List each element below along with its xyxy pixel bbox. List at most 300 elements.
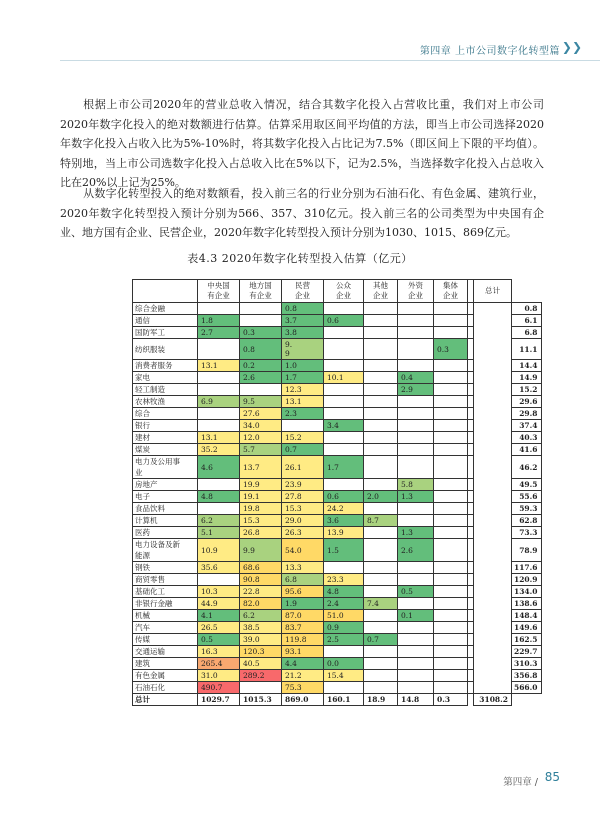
table-cell: [364, 586, 398, 598]
column-header: 外资 企业: [398, 280, 434, 303]
table-cell: 23.3: [324, 574, 364, 586]
table-cell: 1.7: [282, 372, 324, 384]
table-cell: 119.8: [282, 634, 324, 646]
table-cell: 19.1: [240, 491, 282, 503]
paragraph-2: 从数字化转型投入的绝对数额看，投入前三名的行业分别为石油石化、有色金属、建筑行业，2020年数字化转型投入预计分别为566、357、310亿元。投入前三名的公司类型为中央国有企业、地方国有企业、民营企业，2020年数字化转型投入预计分别为1030、1015、869亿元。: [60, 187, 544, 239]
column-gap: [474, 682, 512, 694]
running-header: [60, 38, 600, 61]
table-cell: 3.7: [282, 315, 324, 327]
column-gap: [474, 396, 512, 408]
column-header: 民营 企业: [282, 280, 324, 303]
table-cell: [434, 646, 468, 658]
table-cell: [398, 598, 434, 610]
table-row: [133, 396, 542, 408]
table-cell: 44.9: [198, 598, 240, 610]
table-row: [133, 670, 542, 682]
table-row: [133, 586, 542, 598]
row-total: 138.6: [512, 598, 542, 610]
table-cell: 13.1: [198, 432, 240, 444]
table-cell: 0.6: [324, 491, 364, 503]
table-cell: [434, 327, 468, 339]
row-label: 建材: [133, 432, 198, 444]
table-cell: 8.7: [364, 515, 398, 527]
table-row: [133, 327, 542, 339]
column-gap: [474, 432, 512, 444]
table-cell: 0.7: [282, 444, 324, 456]
table-cell: 4.8: [324, 586, 364, 598]
table-row: [133, 622, 542, 634]
table-cell: [364, 408, 398, 420]
table-cell: 6.8: [282, 574, 324, 586]
column-gap: [474, 491, 512, 503]
table-cell: 15.4: [324, 670, 364, 682]
row-label: 房地产: [133, 479, 198, 491]
table-row: [133, 634, 542, 646]
table-cell: 26.8: [240, 527, 282, 539]
table-cell: [398, 646, 434, 658]
table-cell: 6.2: [240, 610, 282, 622]
table-cell: [364, 479, 398, 491]
table-cell: [198, 479, 240, 491]
table-cell: [364, 646, 398, 658]
table-cell: [434, 634, 468, 646]
table-cell: [364, 327, 398, 339]
table-cell: 87.0: [282, 610, 324, 622]
column-gap: [474, 360, 512, 372]
column-gap: [474, 315, 512, 327]
row-total: 40.3: [512, 432, 542, 444]
table-cell: 68.6: [240, 562, 282, 574]
table-cell: [364, 384, 398, 396]
table-cell: [434, 586, 468, 598]
table-cell: 0.3: [240, 327, 282, 339]
column-gap: [474, 539, 512, 562]
row-label: 计算机: [133, 515, 198, 527]
table-cell: [324, 432, 364, 444]
table-cell: [434, 456, 468, 479]
table-cell: 15.3: [240, 515, 282, 527]
table-cell: 0.3: [434, 694, 468, 706]
table-cell: [198, 408, 240, 420]
table-cell: 12.0: [240, 432, 282, 444]
table-cell: 21.2: [282, 670, 324, 682]
column-gap: [474, 646, 512, 658]
table-cell: [434, 432, 468, 444]
table-cell: 1029.7: [198, 694, 240, 706]
table-cell: 0.0: [324, 658, 364, 670]
table-cell: 6.2: [198, 515, 240, 527]
table-cell: [324, 408, 364, 420]
table-cell: [364, 539, 398, 562]
table-cell: 83.7: [282, 622, 324, 634]
table-cell: [398, 503, 434, 515]
table-cell: 5.7: [240, 444, 282, 456]
row-total: 46.2: [512, 456, 542, 479]
table-cell: 4.1: [198, 610, 240, 622]
row-label: 通信: [133, 315, 198, 327]
table-cell: 12.3: [282, 384, 324, 396]
table-cell: 2.7: [198, 327, 240, 339]
column-gap: [474, 527, 512, 539]
table-cell: [198, 303, 240, 315]
column-gap: [474, 479, 512, 491]
table-cell: 2.0: [364, 491, 398, 503]
table-cell: 4.4: [282, 658, 324, 670]
table-cell: 0.2: [240, 360, 282, 372]
table-cell: [434, 444, 468, 456]
row-label: 综合金融: [133, 303, 198, 315]
investment-table: [132, 279, 542, 706]
table-cell: 35.6: [198, 562, 240, 574]
table-row: [133, 658, 542, 670]
table-cell: 27.8: [282, 491, 324, 503]
row-total: 134.0: [512, 586, 542, 598]
table-row: [133, 574, 542, 586]
table-cell: 7.4: [364, 598, 398, 610]
table-cell: 0.3: [434, 339, 468, 360]
table-cell: [398, 682, 434, 694]
table-cell: 2.6: [240, 372, 282, 384]
table-cell: [398, 444, 434, 456]
table-cell: 16.3: [198, 646, 240, 658]
row-total: 120.9: [512, 574, 542, 586]
table-cell: 2.9: [398, 384, 434, 396]
column-gap: [474, 574, 512, 586]
table-cell: 3.8: [282, 327, 324, 339]
row-label: 消费者服务: [133, 360, 198, 372]
column-header: 总计: [474, 280, 512, 303]
table-cell: [398, 456, 434, 479]
table-cell: [398, 396, 434, 408]
table-cell: 0.8: [282, 303, 324, 315]
table-cell: [398, 327, 434, 339]
table-cell: [434, 610, 468, 622]
table-cell: 0.6: [324, 315, 364, 327]
column-gap: [474, 586, 512, 598]
table-cell: [364, 622, 398, 634]
table-cell: [398, 658, 434, 670]
table-header-row: [133, 280, 542, 303]
row-total: 37.4: [512, 420, 542, 432]
table-cell: [398, 574, 434, 586]
table-cell: 27.6: [240, 408, 282, 420]
row-label: 交通运输: [133, 646, 198, 658]
table-cell: 75.3: [282, 682, 324, 694]
table-cell: 31.0: [198, 670, 240, 682]
row-label: 银行: [133, 420, 198, 432]
table-row: [133, 456, 542, 479]
column-gap: [474, 562, 512, 574]
column-header: 地方国 有企业: [240, 280, 282, 303]
table-cell: 490.7: [198, 682, 240, 694]
column-gap: [474, 444, 512, 456]
table-cell: [324, 384, 364, 396]
table-cell: 2.5: [324, 634, 364, 646]
table-cell: 93.1: [282, 646, 324, 658]
table-cell: 40.5: [240, 658, 282, 670]
table-cell: [364, 670, 398, 682]
table-cell: 51.0: [324, 610, 364, 622]
row-total: 11.1: [512, 339, 542, 360]
table-cell: [434, 527, 468, 539]
table-cell: [198, 372, 240, 384]
row-label: 电力及公用事 业: [133, 456, 198, 479]
table-cell: [324, 327, 364, 339]
row-total: 14.4: [512, 360, 542, 372]
table-cell: [364, 303, 398, 315]
row-label: 汽车: [133, 622, 198, 634]
table-cell: [364, 682, 398, 694]
table-cell: 5.1: [198, 527, 240, 539]
table-cell: [198, 384, 240, 396]
table-row: [133, 646, 542, 658]
table-cell: [398, 562, 434, 574]
row-total: 59.3: [512, 503, 542, 515]
row-total: 566.0: [512, 682, 542, 694]
table-cell: 1.5: [324, 539, 364, 562]
table-cell: 13.7: [240, 456, 282, 479]
column-header: 集体 企业: [434, 280, 468, 303]
column-header: 其他 企业: [364, 280, 398, 303]
table-row: [133, 384, 542, 396]
table-cell: 10.9: [198, 539, 240, 562]
column-gap: [474, 515, 512, 527]
table-cell: [434, 479, 468, 491]
table-cell: 265.4: [198, 658, 240, 670]
table-cell: [240, 315, 282, 327]
table-cell: 26.5: [198, 622, 240, 634]
table-cell: 0.9: [324, 622, 364, 634]
table-row: [133, 610, 542, 622]
table-cell: [434, 622, 468, 634]
table-cell: [434, 408, 468, 420]
table-row: [133, 315, 542, 327]
column-gap: [474, 658, 512, 670]
table-cell: [398, 515, 434, 527]
table-cell: 120.3: [240, 646, 282, 658]
column-gap: [474, 622, 512, 634]
table-cell: 9.5: [240, 396, 282, 408]
table-cell: 0.7: [364, 634, 398, 646]
table-cell: 5.8: [398, 479, 434, 491]
table-cell: 26.1: [282, 456, 324, 479]
table-cell: 13.9: [324, 527, 364, 539]
table-cell: 2.3: [282, 408, 324, 420]
row-label: 机械: [133, 610, 198, 622]
row-label: 总计: [133, 694, 198, 706]
table-cell: 19.9: [240, 479, 282, 491]
row-label: 国防军工: [133, 327, 198, 339]
table-caption: 表4.3 2020年数字化转型投入估算（亿元）: [187, 252, 413, 265]
row-label: 电力设备及新 能源: [133, 539, 198, 562]
table-cell: 869.0: [282, 694, 324, 706]
table-cell: 54.0: [282, 539, 324, 562]
column-gap: [474, 610, 512, 622]
table-cell: [434, 372, 468, 384]
table-cell: 4.6: [198, 456, 240, 479]
row-total: 78.9: [512, 539, 542, 562]
table-cell: [324, 396, 364, 408]
table-cell: [398, 360, 434, 372]
row-label: 电子: [133, 491, 198, 503]
column-gap: [474, 456, 512, 479]
table-cell: 22.8: [240, 586, 282, 598]
table-row: [133, 527, 542, 539]
table-cell: [398, 670, 434, 682]
table-cell: 2.4: [324, 598, 364, 610]
row-label: 基础化工: [133, 586, 198, 598]
table-cell: 1015.3: [240, 694, 282, 706]
table-cell: [364, 444, 398, 456]
table-cell: 289.2: [240, 670, 282, 682]
table-cell: 10.3: [198, 586, 240, 598]
table-cell: [398, 339, 434, 360]
row-label: 建筑: [133, 658, 198, 670]
table-cell: 2.6: [398, 539, 434, 562]
row-total: 62.8: [512, 515, 542, 527]
table-cell: [240, 384, 282, 396]
table-row: [133, 432, 542, 444]
row-total: 117.6: [512, 562, 542, 574]
table-row: [133, 479, 542, 491]
table-cell: [198, 574, 240, 586]
table-row: [133, 360, 542, 372]
column-header: 中央国 有企业: [198, 280, 240, 303]
table-cell: [240, 682, 282, 694]
column-gap: [474, 503, 512, 515]
table-cell: [364, 658, 398, 670]
table-cell: [434, 539, 468, 562]
table-cell: [364, 360, 398, 372]
table-row: [133, 491, 542, 503]
table-cell: [398, 622, 434, 634]
table-cell: 13.3: [282, 562, 324, 574]
table-cell: 15.2: [282, 432, 324, 444]
row-label: 有色金属: [133, 670, 198, 682]
column-gap: [474, 327, 512, 339]
row-label: 商贸零售: [133, 574, 198, 586]
table-row: [133, 539, 542, 562]
table-cell: 24.2: [324, 503, 364, 515]
table-cell: [324, 360, 364, 372]
table-cell: 6.9: [198, 396, 240, 408]
table-cell: [398, 315, 434, 327]
table-cell: [398, 432, 434, 444]
chapter-title: 第四章 上市公司数字化转型篇: [419, 46, 560, 57]
table-cell: [434, 384, 468, 396]
table-cell: [398, 634, 434, 646]
table-cell: 1.9: [282, 598, 324, 610]
table-cell: 26.3: [282, 527, 324, 539]
table-cell: [434, 670, 468, 682]
paragraph-1: 根据上市公司2020年的营业总收入情况，结合其数字化投入占营收比重，我们对上市公司2020年数字化投入的绝对数额进行估算。估算采用取区间平均值的方法，即当上市公司选择2020年数字化投入占收入比为5%-10%时，将其数字化投入占比记为7.5%（即区间上下限的平均值）。特别地，当上市公司选数字化投入占总收入比在5%以下，记为2.5%，当选择数字化投入占总收入比在20%以上记为25%。: [60, 98, 544, 189]
table-cell: 82.0: [240, 598, 282, 610]
table-cell: [240, 303, 282, 315]
row-total: 0.8: [512, 303, 542, 315]
table-cell: [364, 610, 398, 622]
column-gap: [474, 303, 512, 315]
table-cell: [364, 527, 398, 539]
column-gap: [474, 670, 512, 682]
row-total: 55.6: [512, 491, 542, 503]
row-total: 148.4: [512, 610, 542, 622]
column-gap: [474, 372, 512, 384]
table-cell: 9. 9: [282, 339, 324, 360]
table-cell: [398, 303, 434, 315]
row-total: 15.2: [512, 384, 542, 396]
row-total: 3108.2: [474, 694, 512, 706]
column-gap: [474, 384, 512, 396]
table-cell: 3.6: [324, 515, 364, 527]
row-label: 传媒: [133, 634, 198, 646]
table-cell: [364, 432, 398, 444]
row-label: 家电: [133, 372, 198, 384]
table-cell: [364, 339, 398, 360]
table-row: [133, 420, 542, 432]
table-cell: [324, 303, 364, 315]
table-cell: 39.0: [240, 634, 282, 646]
footer-chapter: 第四章 /: [503, 777, 538, 788]
table-cell: [434, 562, 468, 574]
table-cell: 0.5: [398, 586, 434, 598]
table-row: [133, 682, 542, 694]
table-cell: 15.3: [282, 503, 324, 515]
row-total: 356.8: [512, 670, 542, 682]
table-cell: 23.9: [282, 479, 324, 491]
table-cell: 0.5: [198, 634, 240, 646]
table-cell: [364, 503, 398, 515]
table-cell: [364, 315, 398, 327]
column-gap: [474, 420, 512, 432]
table-cell: [398, 408, 434, 420]
table-cell: [434, 315, 468, 327]
row-total: 49.5: [512, 479, 542, 491]
table-row: [133, 598, 542, 610]
row-label: 医药: [133, 527, 198, 539]
total-row: [133, 694, 542, 706]
table-cell: 1.3: [398, 491, 434, 503]
table-cell: 0.4: [398, 372, 434, 384]
table-cell: [324, 444, 364, 456]
table-cell: [364, 574, 398, 586]
table-cell: [434, 515, 468, 527]
row-label: 纺织服装: [133, 339, 198, 360]
table-cell: [434, 682, 468, 694]
table-cell: 34.0: [240, 420, 282, 432]
table-cell: [434, 491, 468, 503]
table-cell: 14.8: [398, 694, 434, 706]
table-cell: [434, 396, 468, 408]
table-cell: 38.5: [240, 622, 282, 634]
table-cell: [198, 339, 240, 360]
row-total: 162.5: [512, 634, 542, 646]
row-total: 73.3: [512, 527, 542, 539]
row-total: 149.6: [512, 622, 542, 634]
row-total: 14.9: [512, 372, 542, 384]
table-cell: [198, 503, 240, 515]
table-cell: [324, 479, 364, 491]
row-total: 310.3: [512, 658, 542, 670]
table-row: [133, 339, 542, 360]
table-cell: [324, 562, 364, 574]
table-cell: 4.8: [198, 491, 240, 503]
row-total: 6.1: [512, 315, 542, 327]
row-label: 煤炭: [133, 444, 198, 456]
column-gap: [474, 408, 512, 420]
row-label: 钢铁: [133, 562, 198, 574]
table-row: [133, 444, 542, 456]
table-cell: [434, 503, 468, 515]
